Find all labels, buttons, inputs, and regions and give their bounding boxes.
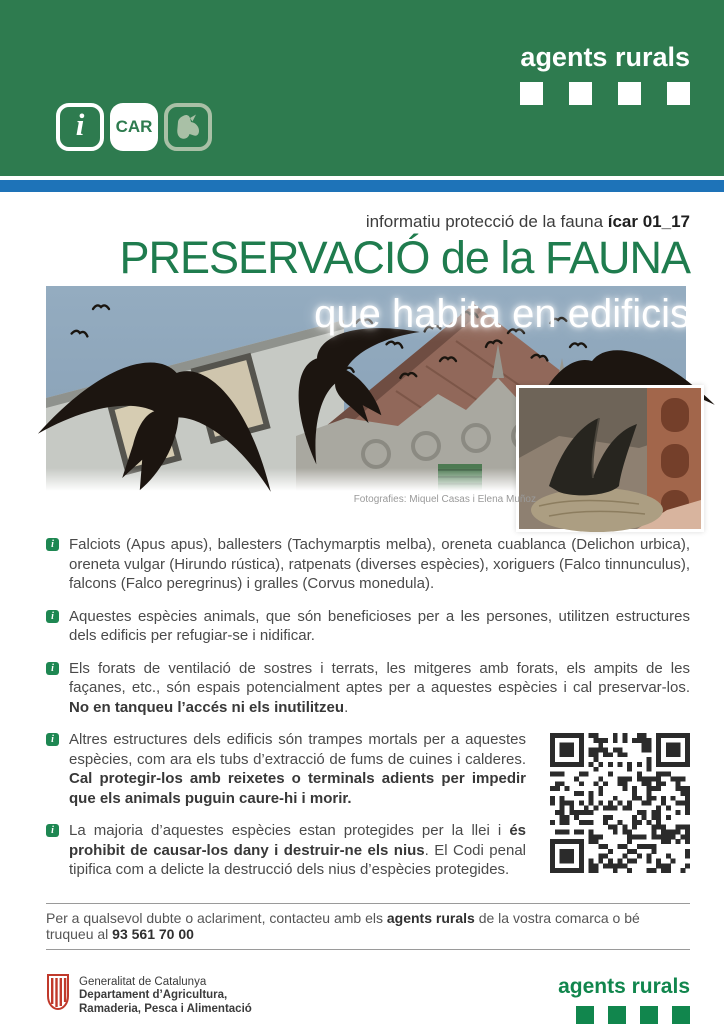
photo-credit: Fotografies: Miquel Casas i Elena Muñoz (353, 494, 536, 505)
bullet-list-full (46, 535, 690, 717)
blue-stripe (0, 180, 724, 192)
info-square-icon: i (46, 538, 59, 551)
brand-squares (520, 82, 690, 105)
header-icon-row (56, 103, 212, 151)
contact-brand: agents rurals (386, 909, 475, 926)
kicker-code: ícar 01_17 (607, 212, 690, 231)
info-icon: i (56, 103, 104, 151)
brand-top-right (520, 42, 690, 105)
brand-name: agents rurals (520, 42, 690, 72)
animal-head-glyph (174, 113, 202, 141)
animal-head-icon (164, 103, 212, 151)
qr-code-graphic (550, 733, 690, 873)
bullet-text: Els forats de ventilació de sostres i terrats, les mitgeres amb forats, els ampits de les façanes, etc., són espais potencialment aptes per a aquestes espècies i cal preservar-los. No en tanqueu l’accés ni els inutilitzeu. (69, 659, 690, 716)
green-square-icon (576, 1006, 594, 1024)
qr-code (550, 733, 690, 878)
poster-content (0, 212, 724, 1024)
bullets-and-qr (46, 730, 690, 893)
white-square-icon (520, 82, 543, 105)
contact-text: Per a qualsevol dubte o aclariment, contacteu amb els (46, 909, 387, 926)
contact-phone: 93 561 70 00 (112, 925, 194, 942)
info-square-icon: i (46, 610, 59, 623)
bullet-text: Altres estructures dels edificis són trampes mortals per a aquestes espècies, com ara els tubs d’extracció de fums de cuines i calderes. Cal protegir-los amb reixetes o terminals adients per impedir que els animals puguin caure-hi i morir. (69, 731, 526, 807)
info-bullet (46, 821, 526, 880)
kicker-text: informatiu protecció de la fauna (365, 212, 608, 231)
photo-subtitle: que habita en edificis (314, 292, 690, 336)
bullet-list-narrow (46, 730, 526, 893)
info-bullet (46, 607, 690, 646)
nest-inset-photo (516, 385, 704, 532)
brand-bottom-right (558, 974, 690, 1024)
photo-collage (46, 286, 690, 505)
gov-line-1: Generalitat de Catalunya (79, 975, 207, 988)
gov-line-2: Departament d’Agricultura, (79, 989, 228, 1001)
gov-line-3: Ramaderia, Pesca i Alimentació (79, 1002, 252, 1015)
kicker-line (46, 212, 690, 234)
white-square-icon (667, 82, 690, 105)
car-badge-icon: CAR (110, 103, 158, 151)
nest-photo-graphic (519, 388, 701, 529)
contact-bar (46, 903, 690, 950)
generalitat-shield-icon (46, 974, 70, 1010)
generalitat-text (79, 974, 252, 1017)
info-bullet (46, 730, 526, 808)
green-square-icon (640, 1006, 658, 1024)
info-square-icon: i (46, 824, 59, 837)
white-square-icon (618, 82, 641, 105)
header-band (0, 0, 724, 176)
bullet-text: Falciots (Apus apus), ballesters (Tachymarptis melba), oreneta cuablanca (Delichon urbica), oreneta vulgar (Hirundo rústica), ratpenats (diverses espècies), xoriguers (Falco tinnunculus), falcons (Falco peregrinus) i gralles (Corvus monedula). (69, 536, 690, 592)
info-bullet (46, 659, 690, 718)
info-square-icon: i (46, 662, 59, 675)
bullet-text: Aquestes espècies animals, que són beneficioses per a les persones, utilitzen estructures dels edificis per refugiar-se i nidificar. (69, 607, 690, 644)
brand-name-footer: agents rurals (558, 974, 690, 998)
green-square-icon (672, 1006, 690, 1024)
info-square-icon: i (46, 733, 59, 746)
brand-squares-footer (558, 1006, 690, 1024)
contact-text-2: de la vostra comarca o bé truqueu al (46, 909, 640, 942)
white-square-icon (569, 82, 592, 105)
page-title: PRESERVACIÓ de la FAUNA (119, 232, 690, 283)
generalitat-logo-block (46, 974, 252, 1017)
footer-logos (46, 974, 690, 1024)
bullet-text: La majoria d’aquestes espècies estan protegides per la llei i és prohibit de causar-los dany i destruir-ne els nius. El Codi penal tipifica com a delicte la destrucció dels nius d’espècies protegides. (69, 822, 526, 878)
green-square-icon (608, 1006, 626, 1024)
info-bullet (46, 535, 690, 594)
